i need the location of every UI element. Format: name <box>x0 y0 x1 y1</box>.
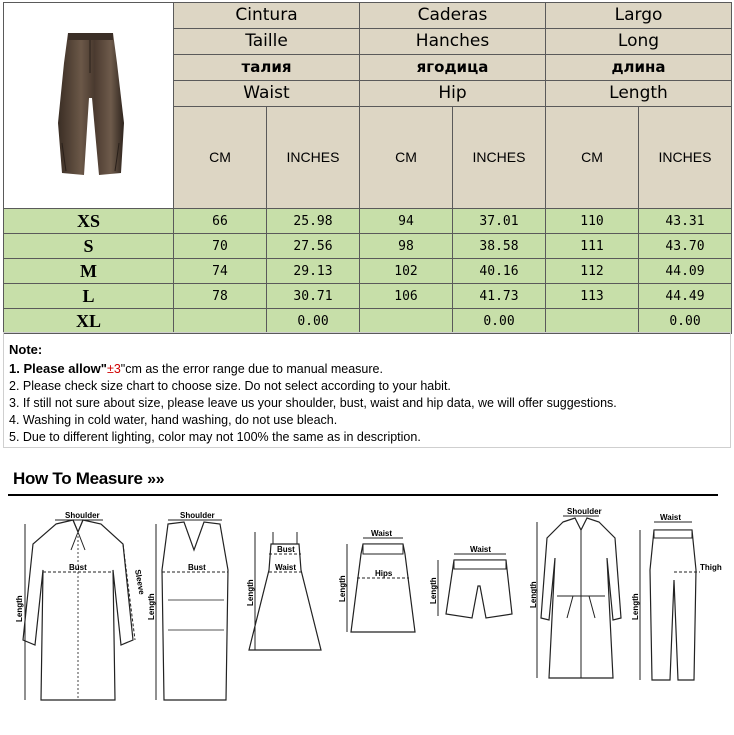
table-cell: 78 <box>174 284 267 309</box>
table-cell: 30.71 <box>267 284 360 309</box>
note-line-2: 2. Please check size chart to choose size. Do not select according to your habit. <box>9 379 451 393</box>
header-russian-hip: ягодица <box>360 54 546 80</box>
vest-diagram <box>146 510 241 710</box>
table-row <box>4 209 732 234</box>
table-cell: 44.49 <box>639 284 732 309</box>
table-row <box>4 259 732 284</box>
table-cell: 111 <box>546 234 639 259</box>
table-cell: 113 <box>546 284 639 309</box>
header-russian-waist: талия <box>174 54 360 80</box>
note-line-1 <box>9 360 730 378</box>
header-spanish-waist: Cintura <box>174 3 360 29</box>
note-line-4: 4. Washing in cold water, hand washing, do not use bleach. <box>9 413 338 427</box>
how-to-measure-title <box>13 469 164 489</box>
header-french-hip: Hanches <box>360 28 546 54</box>
shoulder-label: Shoulder <box>180 511 215 520</box>
unit-header: INCHES <box>639 106 732 209</box>
header-russian-length: длина <box>546 54 732 80</box>
header-row-spanish <box>4 3 732 29</box>
header-english-waist: Waist <box>174 80 360 106</box>
table-cell: 27.56 <box>267 234 360 259</box>
waist-label: Waist <box>660 513 682 522</box>
table-cell: 43.70 <box>639 234 732 259</box>
size-label: XS <box>4 209 174 234</box>
length-label: Length <box>147 593 156 620</box>
dress-diagram <box>243 510 328 670</box>
table-row <box>4 234 732 259</box>
table-cell: 110 <box>546 209 639 234</box>
product-image-cell <box>4 3 174 209</box>
table-cell: 25.98 <box>267 209 360 234</box>
table-cell: 98 <box>360 234 453 259</box>
thigh-label: Thigh <box>700 563 722 572</box>
length-label: Length <box>15 595 24 622</box>
pants-diagram <box>628 510 728 690</box>
size-label: XL <box>4 309 174 334</box>
bust-label: Bust <box>69 563 87 572</box>
table-cell: 0.00 <box>267 309 360 334</box>
table-cell: 66 <box>174 209 267 234</box>
coat-diagram <box>529 507 628 683</box>
hips-label: Hips <box>375 569 393 578</box>
note-line-3: 3. If still not sure about size, please leave us your shoulder, bust, waist and hip data, we will offer suggestions. <box>9 396 617 410</box>
leather-trousers-image <box>4 3 173 203</box>
shirt-diagram <box>11 510 146 710</box>
note-line-5: 5. Due to different lighting, color may not 100% the same as in description. <box>9 430 421 444</box>
unit-header: CM <box>174 106 267 209</box>
bust-label: Bust <box>188 563 206 572</box>
header-french-waist: Taille <box>174 28 360 54</box>
shoulder-label: Shoulder <box>65 511 100 520</box>
note-1-bold: 1. Please allow" <box>9 361 107 376</box>
table-row <box>4 309 732 334</box>
table-cell: 43.31 <box>639 209 732 234</box>
bust-label: Bust <box>277 545 295 554</box>
table-cell: 29.13 <box>267 259 360 284</box>
table-cell: 102 <box>360 259 453 284</box>
size-label: M <box>4 259 174 284</box>
table-cell: 0.00 <box>639 309 732 334</box>
header-spanish-length: Largo <box>546 3 732 29</box>
size-label: S <box>4 234 174 259</box>
length-label: Length <box>631 593 640 620</box>
arrows-icon: »» <box>147 471 165 488</box>
unit-header: INCHES <box>453 106 546 209</box>
table-cell: 44.09 <box>639 259 732 284</box>
header-english-length: Length <box>546 80 732 106</box>
note-1-rest: "cm as the error range due to manual measure. <box>120 362 383 376</box>
table-cell: 38.58 <box>453 234 546 259</box>
table-cell <box>360 309 453 334</box>
note-1-tolerance: ±3 <box>106 362 121 376</box>
table-cell: 41.73 <box>453 284 546 309</box>
length-label: Length <box>246 579 255 606</box>
table-cell: 106 <box>360 284 453 309</box>
table-cell: 94 <box>360 209 453 234</box>
how-to-measure-title-text: How To Measure <box>13 469 143 488</box>
length-label: Length <box>429 577 438 604</box>
skirt-diagram <box>333 522 423 652</box>
unit-header: INCHES <box>267 106 360 209</box>
header-english-hip: Hip <box>360 80 546 106</box>
shoulder-label: Shoulder <box>567 507 602 516</box>
table-cell: 0.00 <box>453 309 546 334</box>
length-label: Length <box>338 575 347 602</box>
waist-label: Waist <box>275 563 297 572</box>
section-divider <box>8 494 718 496</box>
notes-title: Note: <box>9 342 43 357</box>
how-to-measure-section <box>3 452 731 732</box>
size-chart-table <box>3 2 732 334</box>
header-french-length: Long <box>546 28 732 54</box>
table-cell: 40.16 <box>453 259 546 284</box>
length-label: Length <box>529 581 538 608</box>
waist-label: Waist <box>470 545 492 554</box>
unit-header: CM <box>546 106 639 209</box>
table-cell: 37.01 <box>453 209 546 234</box>
table-cell: 112 <box>546 259 639 284</box>
sleeve-label: Sleeve <box>133 568 147 596</box>
unit-header: CM <box>360 106 453 209</box>
table-cell <box>546 309 639 334</box>
table-row <box>4 284 732 309</box>
notes-section <box>3 332 731 448</box>
table-cell: 74 <box>174 259 267 284</box>
header-spanish-hip: Caderas <box>360 3 546 29</box>
waist-label: Waist <box>371 529 393 538</box>
shorts-diagram <box>428 542 528 642</box>
table-cell <box>174 309 267 334</box>
size-label: L <box>4 284 174 309</box>
table-cell: 70 <box>174 234 267 259</box>
